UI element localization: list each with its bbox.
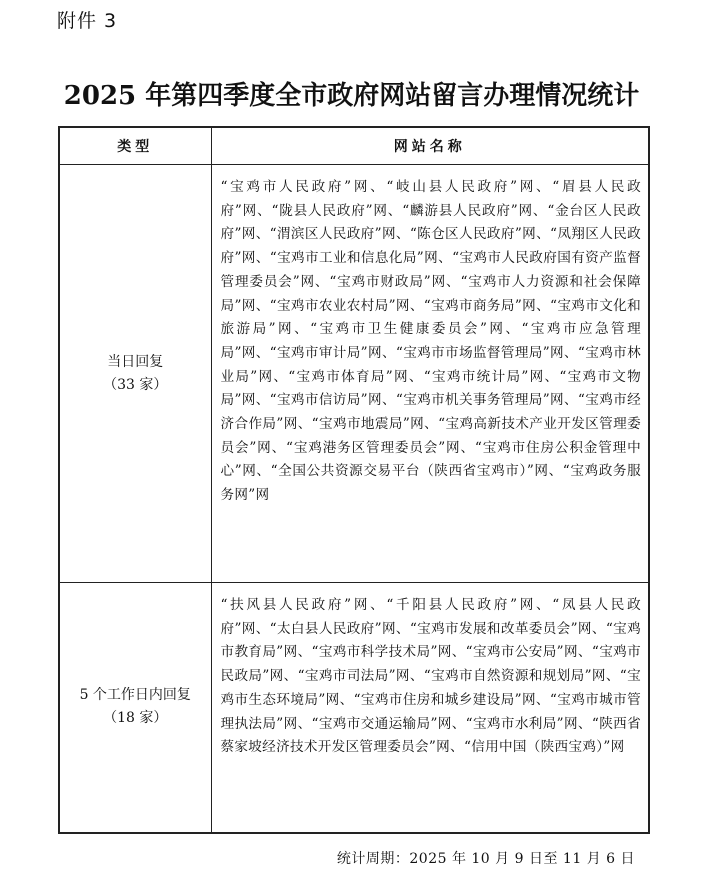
table-row [59,583,649,833]
column-header-site-name: 网站名称 [211,127,649,165]
type-count: （33 家） [103,376,168,393]
statistics-table [58,126,650,834]
table-row [59,165,649,583]
type-label: 当日回复 [107,353,164,370]
statistics-period: 统计周期：2025 年 10 月 9 日至 11 月 6 日 [336,851,635,867]
sites-cell-same-day: “宝鸡市人民政府”网、“岐山县人民政府”网、“眉县人民政府”网、“陇县人民政府”网、“麟游县人民政府”网、“金台区人民政府”网、“渭滨区人民政府”网、“陈仓区人民政府”网、“凤翔区人民政府”网、“宝鸡市工业和信息化局”网、“宝鸡市人民政府国有资产监督管理委员会”网、“宝鸡市财政局”网、“宝鸡市人力资源和社会保障局”网、“宝鸡市农业农村局”网、“宝鸡市商务局”网、“宝鸡市文化和旅游局”网、“宝鸡市卫生健康委员会”网、“宝鸡市应急管理局”网、“宝鸡市审计局”网、“宝鸡市市场监督管理局”网、“宝鸡市林业局”网、“宝鸡市体育局”网、“宝鸡市统计局”网、“宝鸡市文物局”网、“宝鸡市信访局”网、“宝鸡市机关事务管理局”网、“宝鸡市经济合作局”网、“宝鸡市地震局”网、“宝鸡高新技术产业开发区管理委员会”网、“宝鸡港务区管理委员会”网、“宝鸡市住房公积金管理中心”网、“全国公共资源交易平台（陕西省宝鸡市）”网、“宝鸡政务服务网”网 [211,165,649,583]
type-count: （18 家） [103,710,168,727]
attachment-label: 附件 3 [57,10,118,32]
document-title: 2025 年第四季度全市政府网站留言办理情况统计 [63,81,640,111]
column-header-type: 类型 [59,127,211,165]
type-cell-same-day [59,165,211,583]
type-cell-five-days [59,583,211,833]
type-label: 5 个工作日内回复 [79,687,191,704]
table-header-row [59,127,649,165]
sites-cell-five-days: “扶风县人民政府”网、“千阳县人民政府”网、“凤县人民政府”网、“太白县人民政府”网、“宝鸡市发展和改革委员会”网、“宝鸡市教育局”网、“宝鸡市科学技术局”网、“宝鸡市公安局”网、“宝鸡市民政局”网、“宝鸡市司法局”网、“宝鸡市自然资源和规划局”网、“宝鸡市生态环境局”网、“宝鸡市住房和城乡建设局”网、“宝鸡市城市管理执法局”网、“宝鸡市交通运输局”网、“宝鸡市水利局”网、“陕西省蔡家坡经济技术开发区管理委员会”网、“信用中国（陕西宝鸡）”网 [211,583,649,833]
